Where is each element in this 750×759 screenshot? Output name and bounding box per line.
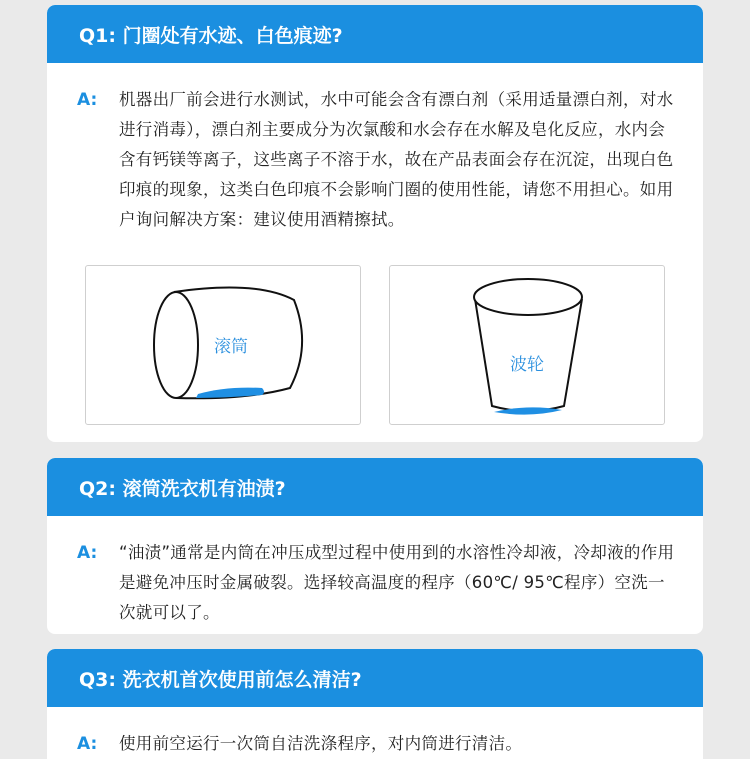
figure-impeller [389,265,665,425]
answer-block-1 [47,63,703,235]
question-text: Q3: 洗衣机首次使用前怎么清洁? [79,668,362,691]
question-header-2 [47,458,703,516]
answer-text: 机器出厂前会进行水测试，水中可能会含有漂白剂（采用适量漂白剂，对水进行消毒），漂白剂主要成分为次氯酸和水会存在水解及皂化反应，水内会含有钙镁等离子，这些离子不溶于水，故在产品表面会存在沉淀，出现白色印痕的现象，这类白色印痕不会影响门圈的使用性能，请您不用担心。如用户询问解决方案：建议使用酒精擦拭。 [119,90,674,229]
answer-text: “油渍”通常是内筒在冲压成型过程中使用到的水溶性冷却液，冷却液的作用是避免冲压时金属破裂。选择较高温度的程序（60℃/ 95℃程序）空洗一次就可以了。 [119,543,675,622]
figure-row [47,265,703,435]
answer-mark: A: [77,734,98,754]
answer-text: 使用前空运行一次筒自洁洗涤程序，对内筒进行清洁。 [119,734,523,753]
faq-card-3 [47,649,703,759]
faq-card-2 [47,458,703,634]
figure-label-drum: 滚筒 [214,337,248,357]
faq-card-1 [47,5,703,442]
impeller-washer-tub-icon [390,266,666,426]
figure-drum [85,265,361,425]
answer-mark: A: [77,90,98,110]
question-header-3 [47,649,703,707]
question-text: Q1: 门圈处有水迹、白色痕迹? [79,24,343,47]
answer-block-3 [47,707,703,759]
question-text: Q2: 滚筒洗衣机有油渍? [79,477,286,500]
figure-label-impeller: 波轮 [510,355,544,375]
question-header-1 [47,5,703,63]
answer-mark: A: [77,543,98,563]
answer-block-2 [47,516,703,628]
